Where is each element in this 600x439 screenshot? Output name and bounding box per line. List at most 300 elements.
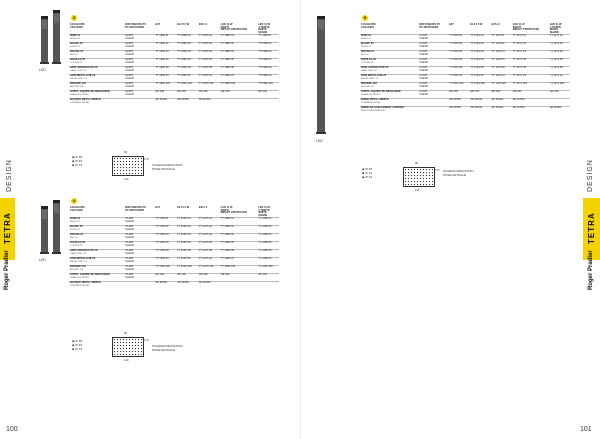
base-dimension-drawing [112,156,144,176]
column-header: LED 11 W 4 TEINTE WHITE SHADE [258,23,271,34]
finish-name: SUPPL. EQUIPE DE RECHANGE [70,273,110,277]
reference-cell: - [220,99,258,107]
product-section [0,190,300,390]
bollard-illustration-tall [317,16,325,134]
product-section [0,0,300,200]
spec-table [69,207,279,289]
finish-name-english: OPENABLE METAL [361,102,381,105]
finish-name-english: WHITE 02 [70,46,81,49]
column-header: E27x 2 [198,206,208,209]
table-row [360,91,570,99]
column-header: E14 5.5 W [177,23,190,26]
table-row [69,99,279,107]
reference-cell: TT 1164 N8 [469,67,490,75]
finish-name: GRIS MÉTALLISÉ 23 [70,257,96,261]
reference-cell: AD 2F000 [491,107,512,115]
series-label-right: TETRA [587,212,596,244]
reference-cell: TT 1174 23 [549,75,570,83]
reference-cell: AD 2F000 [448,107,469,115]
reference-cell: TT 1174 02 [549,43,570,51]
reference-cell: TT 1986 23 [257,75,279,83]
reference-cell: TT 1164 02 [448,43,469,51]
diffuser-cell: CLAIR CLEAR [418,91,448,99]
table-row [69,282,279,290]
rating-icons: ◆ IP 65 ◆ IK 10 ◆ IP 44 [72,339,83,351]
finish-name: ROUILLE 05 [70,58,85,62]
finish-name-english: METAL GREY 23 [70,78,87,81]
reference-cell: TT 1066 01 [154,218,176,226]
finish-name: BRONZE 118 [70,82,86,86]
finish-name-english: CORTEN 05 [70,62,83,65]
reference-cell: TT 1174 02 [512,43,549,51]
reference-cell: TT 1066 23 [154,258,176,266]
reference-cell: TT 1074 118 [198,266,220,274]
table-row [360,67,570,75]
reference-cell: TT 1074 08 [198,250,220,258]
table-row [69,51,279,59]
reference-cell: AD 2F000 [198,99,220,107]
reference-cell: TT 1866 02 [154,43,176,51]
reference-cell: TT 1066 N1 [176,218,198,226]
reference-cell: TT 1164 04 [448,51,469,59]
reference-cell: TT 1879 118 [198,83,220,91]
reference-cell: TT 1174 08 [549,67,570,75]
spec-table-header [69,24,279,35]
reference-cell: TT 1866 118 [176,83,198,91]
dim-height: 173 [144,338,149,342]
finish-name-english: RED 04 [361,54,369,57]
reference-cell: HR 192 [198,274,220,282]
bollard-illustration-tall [53,10,60,64]
reference-cell: TT 1174 118 [549,83,570,91]
reference-cell: TT 1178 05 [491,59,512,67]
reference-cell: TT 1164 N5 [469,59,490,67]
author-label-left: Roger Pradier [4,250,10,290]
dim-length: 110 [415,188,420,192]
reference-cell: TT 1066 02 [154,226,176,234]
reference-cell: - [257,99,279,107]
finish-name: BLOQUE MÉTAL SIMPLE [70,98,101,102]
reference-cell: AD 2F000 [512,99,549,107]
diffuser-cell [124,282,154,290]
column-header: DIFFUSEURS PC PC DIFFUSERS [125,23,147,29]
diffuser-cell: CLAIR CLEAR [124,91,154,99]
reference-cell: TT 1086 02 [220,226,258,234]
ik-rating-icon: ◆ [362,170,366,175]
reference-cell: TT 1086 08 [257,250,279,258]
reference-cell: TT 1886 01 [220,35,258,43]
reference-cell: TT 1066 05 [154,242,176,250]
finish-name: GRIS MÉTALLISÉ 23 [70,74,96,78]
diffuser-cell [124,99,154,107]
finish-name: BRONZE 118 [361,82,377,86]
finish-name-english: DARK GREY 08 [70,253,86,256]
reference-cell: TT 1986 08 [257,67,279,75]
finish-name: ROUGE 04 [70,50,84,54]
reference-cell: TT 1866 Z3 [176,75,198,83]
reference-cell: TT 1866 N2 [176,43,198,51]
reference-cell: TT 1086 02 [257,226,279,234]
reference-cell: AD 2F000 [448,99,469,107]
reference-cell: TT 1074 04 [198,234,220,242]
reference-cell: AD 2F000 [469,99,490,107]
reference-cell: TT 1066 N5 [176,242,198,250]
author-label-right: Roger Pradier [588,250,594,290]
finish-name: BRONZE 118 [70,265,86,269]
diffuser-cell: CLAIR CLEAR [124,274,154,282]
reference-cell: TT 1066 118 [176,266,198,274]
reference-cell: TT 1986 04 [257,51,279,59]
reference-cell: TT 1879 23 [198,75,220,83]
reference-cell: HR 192 [176,91,198,99]
finish-name: GRIS ANTHRACITE 08 [361,66,389,70]
finish-name-english: SPARE EQUIPPED [361,94,381,97]
reference-cell: TT 1066 N4 [176,234,198,242]
column-header: E27x 2 [198,23,208,26]
ip-rating-icon: ◆ [362,167,366,171]
reference-cell: TT 1066 N2 [176,226,198,234]
reference-cell: TT 1164 N4 [469,51,490,59]
reference-cell: TT 1866 N4 [176,51,198,59]
reference-cell: TT 1879 05 [198,59,220,67]
finish-name: GRIS ANTHRACITE 08 [70,66,98,70]
finish-name-english: BRONZE 118 [70,269,84,272]
diffuser-cell: CLAIR CLEAR [418,51,448,59]
diagram-note: SCHEMA DEFINITION POSE DETAILLE [443,169,474,177]
reference-cell: TT 1866 05 [154,59,176,67]
reference-cell: TT 1879 01 [198,35,220,43]
reference-cell: HR 192 [491,91,512,99]
reference-cell: HR 192 [549,91,570,99]
diffuser-cell: CLAIR CLEAR [418,35,448,43]
column-header: E27 [449,23,454,26]
reference-cell: TT 1986 02 [257,43,279,51]
finish-name-english: BRONZE 118 [70,86,84,89]
reference-cell: TT 1866 08 [154,67,176,75]
finish-name-cell [69,99,124,107]
spec-table-header [360,24,570,35]
finish-name: GRIS MÉTALLISÉ 23 [361,74,387,78]
dim-length: 110 [124,177,129,181]
reference-cell: TT 1866 N8 [176,67,198,75]
spec-table [360,24,570,114]
reference-cell: TT 1178 118 [491,83,512,91]
table-row [69,242,279,250]
table-row [69,75,279,83]
diffuser-cell [418,99,448,107]
reference-cell: TT 1178 04 [491,51,512,59]
reference-cell: TT 1178 01 [491,35,512,43]
reference-cell: HR 192 [176,274,198,282]
led-label: LED [39,258,46,262]
reference-cell: TT 1074 23 [198,258,220,266]
reference-cell: TT 1866 01 [154,35,176,43]
page-number-left: 100 [6,426,18,433]
product-section [300,0,600,200]
reference-cell: AD 2F000 [491,99,512,107]
reference-cell: AD 2F000 [198,282,220,290]
reference-cell: TT 1164 05 [448,59,469,67]
reference-cell: HR 192 [469,91,490,99]
rating-icons: ◆ IP 65 ◆ IK 10 ◆ IP 44 [362,167,373,179]
bollard-illustration [41,16,48,64]
column-header: E27x 2 [491,23,500,26]
reference-cell: HR 192 [257,274,279,282]
column-header: LED 11 W 4 TEINTE WHITE SHADE [258,206,271,217]
reference-cell: TT 1174 01 [512,35,549,43]
reference-cell: TT 1174 08 [512,67,549,75]
rating-icons: ◆ IP 65 ◆ IK 10 ◆ IP 44 [72,155,83,167]
finish-name-english: WHITE 02 [70,229,81,232]
finish-name-cell [69,282,124,290]
table-row [69,234,279,242]
diffuser-cell: CLAIR CLEAR [124,59,154,67]
diffuser-cell: CLAIR CLEAR [418,83,448,91]
ip-rating-icon: ◆ [72,346,76,351]
finish-name-english: BLACK 01 [70,221,81,224]
dim-width: 96 [124,331,128,335]
reference-cell: AD 2F000 [154,282,176,290]
finish-name: NOIR 01 [361,34,372,38]
diffuser-cell: CLAIR CLEAR [418,67,448,75]
reference-cell: TT 1174 04 [549,51,570,59]
reference-cell: TT 1174 05 [512,59,549,67]
finish-name-english: BRONZE 118 [361,86,375,89]
finish-name-english: SPARE EQUIPPED [70,94,90,97]
reference-cell: HR 192 [257,91,279,99]
reference-cell: TT 1086 08 [220,250,258,258]
diffuser-cell: CLAIR CLEAR [124,250,154,258]
led-label: LED [316,139,323,143]
reference-cell: - [549,99,570,107]
finish-name: SUPPL. EQUIPE DE RECHANGE [70,90,110,94]
design-label-left: DESIGN [6,159,13,192]
finish-name-english: RED 04 [70,54,78,57]
reference-cell: TT 1879 04 [198,51,220,59]
column-header: E27 [155,23,161,26]
reference-cell: TT 1164 118 [469,83,490,91]
column-header: E14 5.5 W [177,206,190,209]
finish-name: GRIS ANTHRACITE 08 [70,249,98,253]
finish-name-english: OPENABLE METAL [70,285,90,288]
finish-name: BRIDE MÉTAL SIMPLE [361,98,389,102]
reference-cell: TT 1986 05 [257,59,279,67]
reference-cell: TT 1986 01 [257,35,279,43]
reference-cell: TT 1174 23 [512,75,549,83]
column-header: LED 11 W 3000°K IMPACT PROTECTED [220,23,248,32]
column-header: LED 11 W 4 TEINTE WHITE SHADE [549,23,562,34]
finish-name: BLANC 02 [70,42,83,46]
table-row [69,59,279,67]
table-row [69,250,279,258]
spec-table [69,24,279,106]
finish-name-english: METAL GREY 23 [70,261,87,264]
column-header: COULEURS COLOURS [361,23,376,29]
finish-name: BLOQUE MÉTAL SIMPLE [70,281,101,285]
reference-cell: TT 1164 23 [448,75,469,83]
ip-rating-icon: ◆ [72,339,76,343]
diagram-note: SCHEMA DEFINITION POSE DETAILLE [152,163,183,171]
diffuser-cell: CLAIR CLEAR [124,75,154,83]
reference-cell: TT 1886 02 [220,43,258,51]
reference-cell: TT 1066 N8 [176,250,198,258]
page-number-right: 101 [580,426,592,433]
column-header: COULEURS COLOURS [70,23,85,29]
bollard-illustration [41,206,48,254]
dim-length: 110 [124,358,129,362]
table-row [360,35,570,43]
reference-cell: TT 1086 04 [220,234,258,242]
finish-name-english: CORTEN 05 [361,62,374,65]
reference-cell: TT 1174 118 [512,83,549,91]
column-header: COULEURS COLOURS [70,206,85,212]
dim-height: 173 [144,157,149,161]
reference-cell: TT 1066 Z3 [176,258,198,266]
finish-name: ROUILLE 05 [361,58,376,62]
finish-name-cell [360,107,418,115]
table-row [69,218,279,226]
reference-cell: AD 2F000 [176,282,198,290]
ip-rating-icon: ◆ [72,155,76,159]
reference-cell: - [257,282,279,290]
table-row [360,59,570,67]
reference-cell: AD 2F000 [176,99,198,107]
finish-name: NOIR 01 [70,34,81,38]
reference-cell: TT 1879 02 [198,43,220,51]
reference-cell: TT 1164 118 [448,83,469,91]
table-row [360,107,570,115]
finish-name-english: BENT FIXING BRACKET [361,110,386,113]
diffuser-cell: CLAIR CLEAR [124,242,154,250]
design-label-right: DESIGN [587,159,594,192]
reference-cell: TT 1178 08 [491,67,512,75]
finish-name-english: METAL GREY 23 [361,78,378,81]
reference-cell: TT 1164 N1 [469,35,490,43]
finish-name-english: DARK GREY 08 [70,70,86,73]
reference-cell: TT 1086 118 [257,266,279,274]
reference-cell: TT 1164 N2 [469,43,490,51]
reference-cell: TT 1866 N1 [176,35,198,43]
reference-cell: TT 1866 118 [154,83,176,91]
diffuser-cell: CLAIR CLEAR [124,43,154,51]
reference-cell: AD 2F000 [154,99,176,107]
finish-name: BLANC 02 [361,42,374,46]
reference-cell: HR 192 [220,91,258,99]
column-header: DIFFUSEURS PC PC DIFFUSERS [419,23,441,29]
reference-cell: - [220,282,258,290]
reference-cell: TT 1086 01 [257,218,279,226]
column-header: E27 [155,206,161,209]
table-row [69,35,279,43]
reference-cell: TT 1074 05 [198,242,220,250]
reference-cell: TT 1866 23 [154,75,176,83]
reference-cell: TT 1066 118 [154,266,176,274]
finish-name: BLANC 02 [70,225,83,229]
diffuser-cell: CLAIR CLEAR [124,83,154,91]
reference-cell: TT 1066 04 [154,234,176,242]
reference-cell: TT 1074 01 [198,218,220,226]
spec-table-header [69,207,279,218]
reference-cell: TT 1086 01 [220,218,258,226]
finish-name: ROUGE 04 [70,233,84,237]
table-row [69,67,279,75]
reference-cell: TT 1886 08 [220,67,258,75]
diffuser-cell: CLAIR CLEAR [124,234,154,242]
column-header: E14 5.5 W [470,23,483,26]
reference-cell: TT 1886 04 [220,51,258,59]
finish-name-english: CORTEN 05 [70,245,83,248]
diagram-note: SCHEMA DEFINITION POSE DETAILLE [152,344,183,352]
finish-name: SUPPL. EQUIPE DE RECHANGE [361,90,401,94]
base-dimension-drawing [403,167,435,187]
diffuser-cell: CLAIR CLEAR [124,226,154,234]
section-badge: 5 [363,15,367,20]
led-label: LED [39,68,46,72]
reference-cell: TT 1086 05 [257,242,279,250]
finish-name-english: WHITE 02 [361,46,372,49]
table-row [360,75,570,83]
reference-cell: AD 2F000 [549,107,570,115]
table-row [69,258,279,266]
reference-cell: TT 1164 08 [448,67,469,75]
reference-cell: HR 192 [512,91,549,99]
bollard-illustration-tall [53,200,60,254]
diffuser-cell: CLAIR CLEAR [124,266,154,274]
reference-cell: TT 1174 05 [549,59,570,67]
column-header: DIFFUSEURS PC PC DIFFUSERS [125,206,147,212]
diffuser-cell: CLAIR CLEAR [124,218,154,226]
finish-name: BRIDE DE SCELLEMENT CINTRÉE [361,106,404,110]
finish-name-english: BLACK 01 [361,38,372,41]
reference-cell: TT 1086 118 [220,266,258,274]
section-badge: 3 [72,15,76,20]
dim-width: 96 [124,150,128,154]
ip-rating-icon: ◆ [362,174,366,179]
reference-cell: TT 1074 02 [198,226,220,234]
diffuser-cell: CLAIR CLEAR [124,35,154,43]
ip-rating-icon: ◆ [72,162,76,167]
finish-name: NOIR 01 [70,217,81,221]
table-row [69,43,279,51]
series-label-left: TETRA [3,212,12,244]
finish-name: ROUILLE 05 [70,241,85,245]
reference-cell: TT 1086 23 [220,258,258,266]
reference-cell: AD 2F000 [512,107,549,115]
table-row [360,51,570,59]
reference-cell: TT 1164 Z3 [469,75,490,83]
reference-cell: TT 1886 05 [220,59,258,67]
diffuser-cell: CLAIR CLEAR [418,75,448,83]
column-header: LED 11 W 3000°K IMPACT PROTECTED [220,206,248,215]
finish-name-english: SPARE EQUIPPED [70,277,90,280]
reference-cell: TT 1174 01 [549,35,570,43]
diffuser-cell: CLAIR CLEAR [124,67,154,75]
reference-cell: HR 192 [154,91,176,99]
reference-cell: TT 1886 23 [220,75,258,83]
reference-cell: HR 192 [220,274,258,282]
finish-name: ROUGE 04 [361,50,375,54]
finish-name-english: DARK GREY 08 [361,70,377,73]
reference-cell: AD 2F000 [469,107,490,115]
diffuser-cell: CLAIR CLEAR [418,43,448,51]
diffuser-cell: CLAIR CLEAR [124,51,154,59]
reference-cell: TT 1174 04 [512,51,549,59]
reference-cell: TT 1178 23 [491,75,512,83]
diffuser-cell: CLAIR CLEAR [124,258,154,266]
reference-cell: TT 1866 N5 [176,59,198,67]
reference-cell: TT 1986 118 [257,83,279,91]
reference-cell: TT 1879 08 [198,67,220,75]
